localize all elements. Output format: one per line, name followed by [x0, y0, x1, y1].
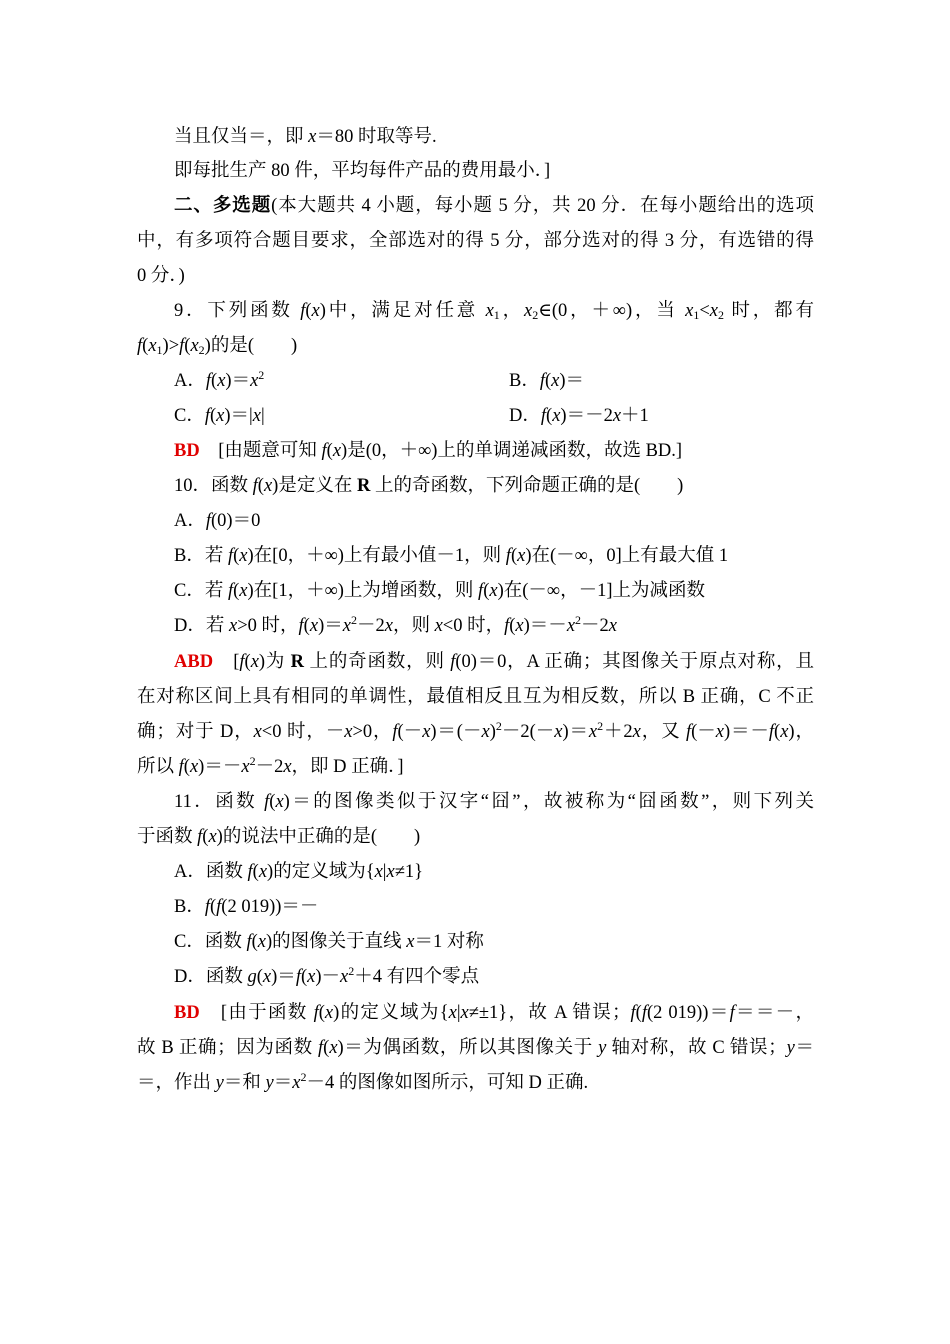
option-d: D．f(x)＝－2x＋1	[509, 406, 649, 426]
answer-9: BD [由题意可知 f(x)是(0，＋∞)上的单调递减函数，故选 BD.]	[174, 441, 683, 461]
question-9-stem-cont: $f(x_1)>f(x_2)$的是( )	[137, 336, 298, 357]
question-9-stem: 9．下列函数 f(x)中，满足对任意 $x_1$，$x_2\in(0$，＋∞)，当 $x_1<x_2$ 时，都有	[174, 301, 814, 322]
question-9-options-cd	[174, 403, 814, 429]
question-10-option-a: A．f(0)＝0	[174, 511, 261, 531]
question-11-option-a: A．函数 f(x)的定义域为{x|x≠1}	[174, 862, 424, 882]
option-a: A．$f(x)=x^2$	[174, 368, 265, 391]
question-11-option-b: B．f(f(2 019))＝－	[174, 897, 319, 917]
text-line: 中，有多项符合题目要求，全部选对的得 5 分，部分选对的得 3 分，有选错的得	[137, 231, 814, 251]
answer-10: ABD [f(x)为 R 上的奇函数，则 f(0)＝0，A 正确；其图像关于原点对称，且	[174, 652, 814, 672]
answer-11-cont: ＝，作出 y＝和 $y=x^2-4$ 的图像如图所示，可知 D 正确.	[137, 1070, 589, 1093]
answer-11-cont: 故 B 正确；因为函数 f(x)＝为偶函数，所以其图像关于 y 轴对称，故 C 错误；y＝	[137, 1038, 814, 1058]
question-11-stem: 11．函数 f(x)＝的图像类似于汉字“囧”，故被称为“囧函数”，则下列关	[174, 792, 814, 812]
section-heading-line: 二、多选题(本大题共 4 小题，每小题 5 分，共 20 分．在每小题给出的选项	[174, 196, 814, 216]
question-11-option-d: D．函数 $g(x)=f(x)-x^2+4$ 有四个零点	[174, 964, 480, 987]
answer-10-cont: 所以 $f(x)=-x^2-2x$，即 D 正确．]	[137, 754, 404, 777]
question-10-stem: 10．函数 f(x)是定义在 R 上的奇函数，下列命题正确的是( )	[174, 476, 684, 496]
option-b: B．f(x)＝	[509, 371, 585, 391]
option-c: C．f(x)＝|x|	[174, 406, 265, 426]
question-11-stem-cont: 于函数 f(x)的说法中正确的是( )	[137, 827, 421, 847]
question-11-option-c: C．函数 f(x)的图像关于直线 x＝1 对称	[174, 932, 484, 952]
text-line: 当且仅当＝，即 x＝80 时取等号.	[174, 127, 437, 147]
question-10-option-b: B．若 f(x)在[0，＋∞)上有最小值－1，则 f(x)在(－∞，0]上有最大值 1	[174, 546, 729, 566]
answer-10-cont: 确；对于 D，x<0 时，－x>0，$f(-x)=(-x)^2-2(-x)=x^2+2x$，又 f(－x)＝－f(x)，	[137, 719, 814, 742]
question-9-options-ab	[174, 368, 814, 394]
text-line: 0 分．)	[137, 266, 185, 286]
answer-11: BD [由于函数 f(x)的定义域为{x|x≠±1}，故 A 错误；f(f(2 019))＝f＝＝－，	[174, 1003, 814, 1023]
question-10-option-d: D．若 x>0 时，$f(x)=x^2-2x$，则 x<0 时，$f(x)=-x^2-2x$	[174, 613, 618, 636]
question-10-option-c: C．若 f(x)在[1，＋∞)上为增函数，则 f(x)在(－∞，－1]上为减函数	[174, 581, 705, 601]
answer-10-cont: 在对称区间上具有相同的单调性，最值相反且互为相反数，所以 B 正确，C 不正	[137, 687, 814, 707]
text-line: 即每批生产 80 件，平均每件产品的费用最小．]	[174, 161, 551, 181]
